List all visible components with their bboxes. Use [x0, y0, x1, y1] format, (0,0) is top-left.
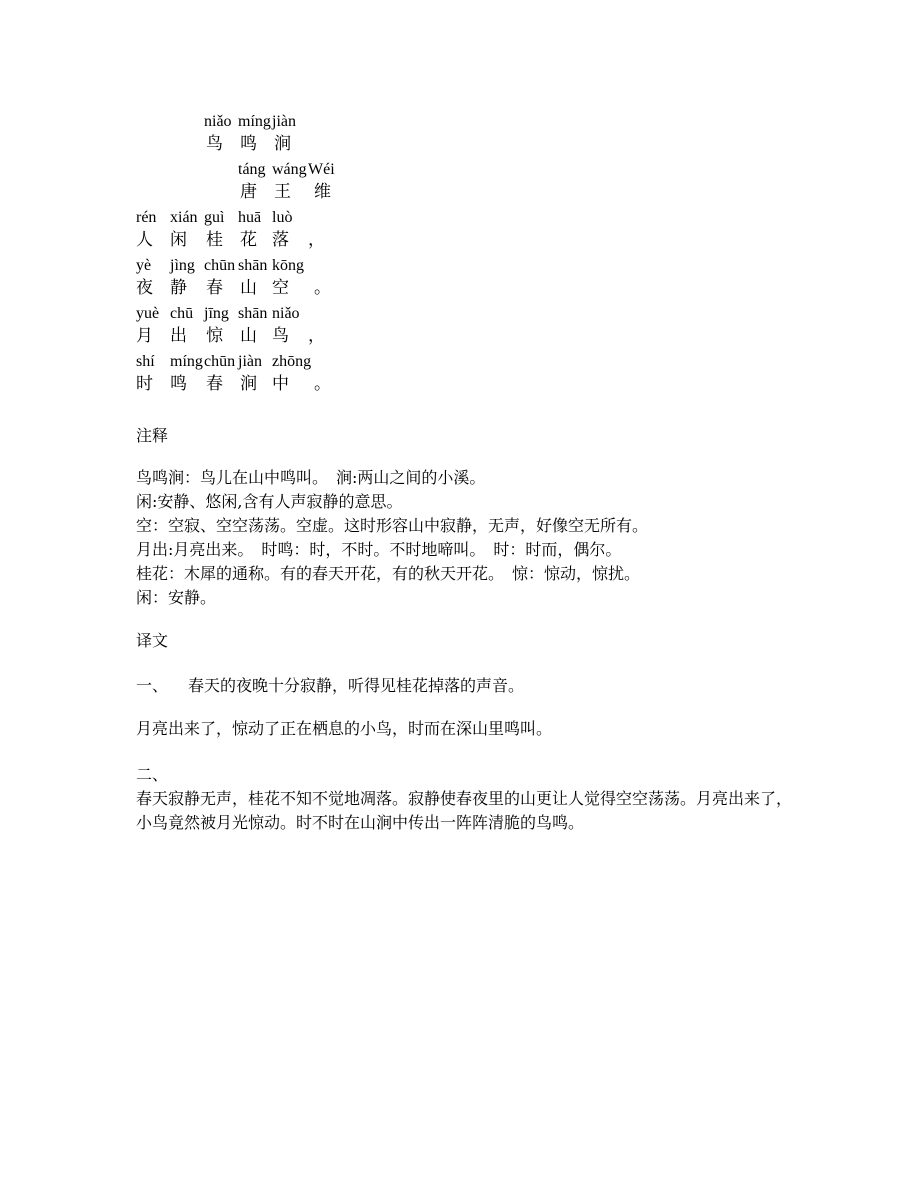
pinyin: yè [136, 257, 152, 274]
notes-heading: 注释 [136, 426, 169, 445]
hanzi: 静 [170, 278, 187, 298]
author-pinyin: Wéi [308, 161, 335, 178]
poem-cell [204, 256, 238, 304]
pinyin: shān [238, 305, 268, 322]
hanzi: 山 [240, 278, 257, 298]
poem-cell [136, 352, 170, 400]
poem-cell [136, 304, 170, 352]
poem-cell [170, 208, 204, 256]
notes-list [136, 466, 648, 610]
hanzi: 花 [240, 230, 257, 250]
translation-part1-line1 [136, 674, 796, 698]
poem-line [136, 256, 342, 304]
poem-cell [272, 112, 306, 160]
pinyin: rén [136, 209, 157, 226]
hanzi: 出 [170, 326, 187, 346]
punctuation: 。 [314, 374, 331, 394]
part1-text: 春天的夜晚十分寂静，听得见桂花掉落的声音。 [188, 676, 525, 695]
pinyin: jiàn [238, 353, 262, 370]
poem-cell [170, 256, 204, 304]
poem-cell [238, 208, 272, 256]
note-line: 桂花：木犀的通称。有的春天开花，有的秋天开花。 惊：惊动，惊扰。 [136, 564, 641, 583]
poem-cell [170, 304, 204, 352]
hanzi: 人 [136, 230, 153, 250]
poem-cell [308, 304, 332, 352]
translation-part2-text: 春天寂静无声，桂花不知不觉地凋落。寂静使春夜里的山更让人觉得空空荡荡。月亮出来了，小鸟竟然被月光惊动。时不时在山涧中传出一阵阵清脆的鸟鸣。 [136, 789, 793, 832]
poem-cell [272, 256, 308, 304]
poem-line [136, 352, 342, 400]
hanzi: 春 [206, 278, 223, 298]
pinyin: shí [136, 353, 155, 370]
pinyin: chūn [204, 257, 236, 274]
poem-cell [204, 160, 238, 208]
pinyin: jìng [170, 257, 195, 274]
title-hanzi: 涧 [274, 134, 291, 154]
part2-label: 二、 [136, 765, 169, 784]
title-pinyin: jiàn [272, 113, 296, 130]
translation-heading: 译文 [136, 631, 169, 650]
poem-cell [170, 352, 204, 400]
author-pinyin: táng [238, 161, 266, 178]
poem-cell [136, 160, 170, 208]
hanzi: 落 [272, 230, 289, 250]
poem-cell [204, 352, 238, 400]
author-hanzi: 唐 [240, 182, 257, 202]
note-line: 空：空寂、空空荡荡。空虚。这时形容山中寂静，无声，好像空无所有。 [136, 516, 649, 535]
pinyin: shān [238, 257, 268, 274]
poem-cell [308, 256, 332, 304]
pinyin: huā [238, 209, 262, 226]
poem-line [136, 304, 342, 352]
poem-cell [204, 208, 238, 256]
note-line: 闲：安静。 [136, 588, 217, 607]
pinyin: chūn [204, 353, 236, 370]
title-hanzi: 鸟 [206, 134, 223, 154]
author-pinyin: wáng [272, 161, 307, 178]
translation-part1-line2: 月亮出来了，惊动了正在栖息的小鸟，时而在深山里鸣叫。 [136, 719, 553, 738]
poem-cell [204, 304, 238, 352]
hanzi: 鸣 [170, 374, 187, 394]
hanzi: 鸟 [272, 326, 289, 346]
pinyin: yuè [136, 305, 160, 322]
poem-cell [238, 352, 272, 400]
poem-cell [238, 112, 272, 160]
note-line: 月出:月亮出来。 时鸣：时，不时。不时地啼叫。 时：时而，偶尔。 [136, 540, 622, 559]
punctuation: ， [308, 326, 325, 346]
author-hanzi: 王 [274, 182, 291, 202]
hanzi: 春 [206, 374, 223, 394]
poem-author-row [136, 160, 342, 208]
author-hanzi: 维 [314, 182, 331, 202]
note-line: 鸟鸣涧：鸟儿在山中鸣叫。 涧:两山之间的小溪。 [136, 468, 486, 487]
punctuation: ， [308, 230, 325, 250]
pinyin: guì [204, 209, 225, 226]
poem-cell [204, 112, 238, 160]
poem-cell [136, 208, 170, 256]
note-line: 闲:安静、悠闲,含有人声寂静的意思。 [136, 492, 403, 511]
pinyin: chū [170, 305, 194, 322]
poem-cell [308, 352, 332, 400]
poem-cell [238, 304, 272, 352]
poem-line [136, 208, 342, 256]
title-pinyin: míng [238, 113, 271, 130]
hanzi: 夜 [136, 278, 153, 298]
punctuation: 。 [314, 278, 331, 298]
pinyin: míng [170, 353, 203, 370]
hanzi: 惊 [206, 326, 223, 346]
poem-cell [238, 160, 272, 208]
poem-cell [136, 256, 170, 304]
hanzi: 涧 [240, 374, 257, 394]
poem-cell [272, 160, 308, 208]
poem-cell [170, 160, 204, 208]
title-hanzi: 鸣 [240, 134, 257, 154]
hanzi: 闲 [170, 230, 187, 250]
hanzi: 时 [136, 374, 153, 394]
poem-cell [308, 208, 332, 256]
pinyin: jīng [204, 305, 229, 322]
poem-cell [272, 208, 308, 256]
hanzi: 中 [272, 374, 289, 394]
poem-cell [136, 112, 170, 160]
poem-cell [170, 112, 204, 160]
hanzi: 空 [272, 278, 289, 298]
poem-title-row [136, 112, 342, 160]
poem-cell [308, 160, 342, 208]
pinyin: zhōng [272, 353, 312, 370]
part1-label: 一、 [136, 676, 169, 695]
hanzi: 月 [136, 326, 153, 346]
poem-block [136, 112, 342, 400]
pinyin: xián [170, 209, 198, 226]
pinyin: luò [272, 209, 293, 226]
title-pinyin: niǎo [204, 113, 232, 130]
hanzi: 桂 [206, 230, 223, 250]
hanzi: 山 [240, 326, 257, 346]
pinyin: kōng [272, 257, 304, 274]
pinyin: niǎo [272, 305, 300, 322]
poem-cell [238, 256, 272, 304]
poem-cell [272, 304, 308, 352]
poem-cell [272, 352, 312, 400]
